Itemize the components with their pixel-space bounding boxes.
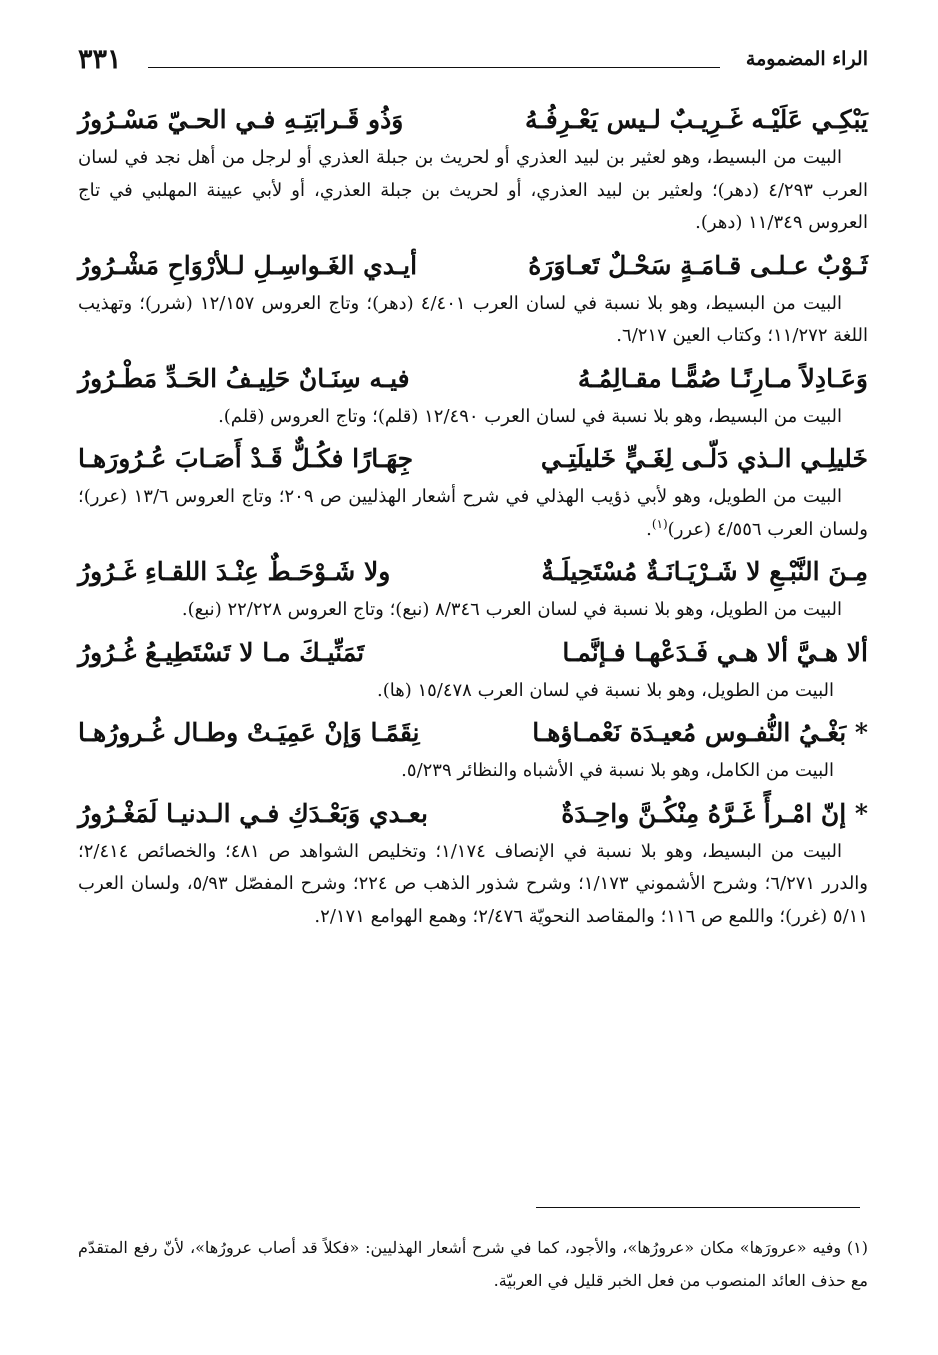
page-header <box>78 44 868 84</box>
verse-note <box>78 481 868 546</box>
verse-second-hemistich: فيـه سِنَـانٌ حَلِيـفُ الحَـدِّ مَطْـرُورُ <box>78 363 410 393</box>
verse-first-hemistich: * بَغْـيُ النُّفـوس مُعيـدَة نَعْمـاؤهـا <box>532 718 868 747</box>
header-rule <box>148 67 720 68</box>
footnote-rule <box>536 1207 860 1208</box>
verse-line <box>78 244 868 288</box>
verse-note: البيت من البسيط، وهو لعثير بن لبيد العذري أو لحريث بن جبلة العذري أو لرجل من أهل نجد في لسان العرب ٤/٢٩٣ (دهر)؛ ولعثير بن لبيد العذري، أو لحريث بن جبلة العذري، أو لأبي عيينة المهلبي في تاج العروس ١١/٣٤٩ (دهر). <box>78 147 868 233</box>
verse-line <box>78 550 868 594</box>
verse-second-hemistich: أيـدي الغَـواسِـلِ لـلأرْوَاحِ مَشْـرُورُ <box>78 250 418 280</box>
footnote-reference[interactable]: (١) <box>651 516 668 531</box>
verse-note: البيت من الطويل، وهو بلا نسبة في لسان العرب ١٥/٤٧٨ (ها). <box>376 679 834 701</box>
verse-note: البيت من البسيط، وهو بلا نسبة في الإنصاف ١/١٧٤؛ وتخليص الشواهد ص ٤٨١؛ والخصائص ٢/٤١٤؛ والدرر ٦/٢٧١؛ وشرح الأشموني ١/١٧٣؛ وشرح شذور الذهب ص ٢٢٤؛ وشرح المفصّل ٥/٩٣، ولسان العرب ٥/١١ (غرر)؛ واللمع ص ١١٦؛ والمقاصد النحويّة ٢/٤٧٦؛ وهمع الهوامع ٢/١٧١. <box>78 840 869 927</box>
verse-note: البيت من الكامل، وهو بلا نسبة في الأشباه والنظائر ٥/٢٣٩. <box>401 760 834 781</box>
verse-second-hemistich: نِقَمًـا وَإنْ عَمِيَـتْ وطـال غُـرورُهـا <box>78 718 420 747</box>
verse-line <box>78 98 868 142</box>
verse-second-hemistich: تَمَنِّيـكَ مـا لا تَسْتَطِيـعُ غُـرُورُ <box>78 637 365 667</box>
verse-line <box>78 631 868 675</box>
verse-second-hemistich: جِهَـارًا فكُـلٌّ قَـدْ أَصَـابَ عُـرُورَهـا <box>78 444 414 473</box>
verse-line <box>78 437 868 481</box>
verse-note-end: . <box>646 518 652 540</box>
verse-first-hemistich: مِـنَ النَّبْـعِ لا شَـرْيَـانَـةٌ مُسْتَحِيلَـةٌ <box>541 557 868 586</box>
chapter-title: الراء المضمومة <box>745 48 868 70</box>
verse-second-hemistich: وَذُو قَـرابَتِـهِ فـي الحـيّ مَسْـرُورُ <box>78 105 404 134</box>
verse-line <box>78 792 868 836</box>
verse-first-hemistich: وَعَـادِلاً مـارِنًـا صُمًّـا مقـالِمُـهُ <box>577 363 868 393</box>
verse-note: البيت من البسيط، وهو بلا نسبة في لسان العرب ١٢/٤٩٠ (قلم)؛ وتاج العروس (قلم). <box>218 405 842 427</box>
verse-first-hemistich: خَليلِـي الـذي دَلّـى لِغَـيٍّ خَليلَتِـي <box>540 444 868 473</box>
verse-note-text: البيت من الطويل، وهو لأبي ذؤيب الهذلي في شرح أشعار الهذليين ص ٢٠٩؛ وتاج العروس ١٣/٦ (عرر)؛ ولسان العرب ٤/٥٥٦ (عرر) <box>78 486 868 540</box>
verse-second-hemistich: ولا شَـوْحَـطٌ عِنْـدَ اللقـاءِ غَـرُورُ <box>78 557 391 586</box>
verse-line <box>78 711 868 755</box>
verse-note: البيت من البسيط، وهو بلا نسبة في لسان العرب ٤/٤٠١ (دهر)؛ وتاج العروس ١٢/١٥٧ (شرر)؛ وتهذيب اللغة ١١/٢٧٢؛ وكتاب العين ٦/٢١٧. <box>78 292 868 346</box>
verse-note: البيت من الطويل، وهو بلا نسبة في لسان العرب ٨/٣٤٦ (نبع)؛ وتاج العروس ٢٢/٢٢٨ (نبع). <box>181 599 842 620</box>
verse-first-hemistich: * إنّ امْـرأً غَـرَّهُ مِنْكُـنَّ واحِـدَةٌ <box>561 798 868 828</box>
verse-first-hemistich: يَبْكِـي عَلَيْـه غَـرِيـبٌ لـيس يَعْـرِفُـهُ <box>525 105 868 134</box>
main-text <box>78 98 868 937</box>
page-number: ٣٣١ <box>78 44 122 75</box>
verse-first-hemistich: ثَـوْبٌ عـلـى قـامَـةٍ سَحْـلٌ تَعـاوَرَهُ <box>528 250 868 280</box>
verse-first-hemistich: ألا هـيَّ ألا هـي فَـدَعْهـا فـإنَّمـا <box>562 637 868 667</box>
footnote: (١) وفيه «عرورَها» مكان «عرورُها»، والأجود، كما في شرح أشعار الهذليين: «فكلاً قد أصاب عرورُها»، لأنّ رفع المتقدّم مع حذف العائد المنصوب من فعل الخبر قليل في العربيّة. <box>78 1238 868 1290</box>
verse-second-hemistich: بعـدي وَبَعْـدَكِ فـي الـدنيـا لَمَغْـرُورُ <box>78 798 428 828</box>
verse-line <box>78 357 868 401</box>
